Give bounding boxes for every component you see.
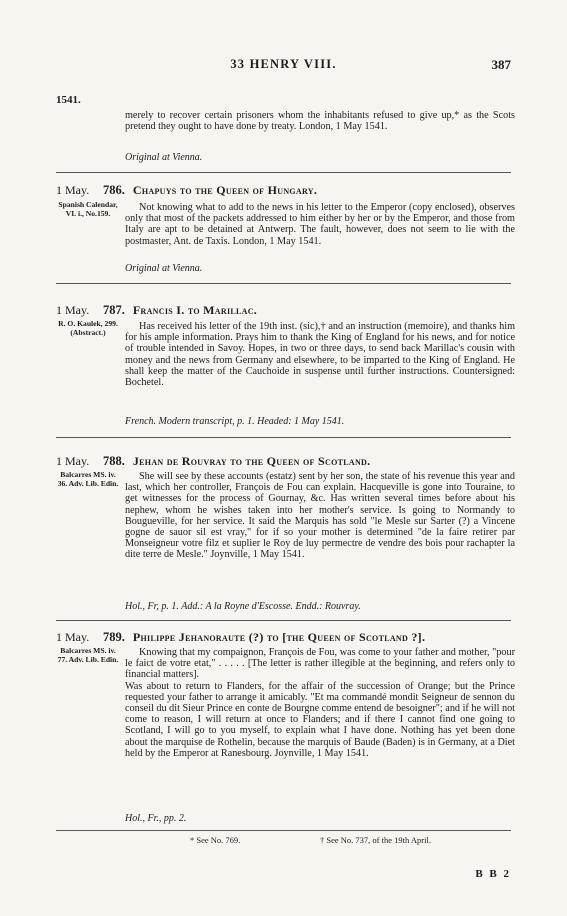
entry-title: Francis I. to Marillac. — [132, 303, 258, 317]
entry-note: French. Modern transcript, p. 1. Headed: 1 May 1541. — [125, 416, 345, 427]
entry-source: Balcarres MS. iv. 36. Adv. Lib. Edin. — [57, 470, 119, 488]
entry-note: Hol., Fr, p. 1. Add.: A la Royne d'Escosse. Endd.: Rouvray. — [125, 601, 361, 612]
entry-heading — [103, 454, 370, 469]
divider — [56, 283, 511, 284]
entry-source: Spanish Calendar, VI. i., No.159. — [58, 200, 118, 218]
entry-note: Original at Vienna. — [125, 263, 203, 274]
continuation-note: Original at Vienna. — [125, 152, 203, 163]
entry-date: 1 May. — [56, 454, 90, 468]
entry-title: Chapuys to the Queen of Hungary. — [132, 183, 318, 197]
footnote-1: * See No. 769. — [190, 835, 241, 845]
entry-body: She will see by these accounts (estatz) sent by her son, the state of his revenue this year and last, which her controller, François de Fou can explain. Hacqueville is gone into Touraine, to get witnesses for the process of Gournay, &c. Has written several times before about his nephew, whom he wishes taken into her mother's service. Is going to Normandy to Bougueville, for her service. It said the Marquis has sold "le Mesle sur Sarter (?) a Vincene gogne de sauor sil est vray," for if so your mother is determined "de la faire retirer par Monseigneur votre filz et suplier le Roy de luy permectre de vendre des bois pour rachapter la dite terre de Mesle." Joynville, 1 May 1541. — [125, 471, 515, 561]
entry-number: 786. — [103, 183, 125, 197]
entry-heading — [103, 183, 317, 198]
entry-source: Balcarres MS. iv. 77. Adv. Lib. Edin. — [57, 646, 119, 664]
signature-mark: B B 2 — [475, 868, 511, 880]
entry-body: Knowing that my compaignon, François de Fou, was come to your father and mother, "pour le faict de votre etat," . . . . . [The letter is rather illegible at the beginning, and refers only to financial matters]. Was about to return to Flanders, for the affair of the succession of Orange; but the Prince requested your father to arrange it amicably. "Et ma commandé mondit Seigneur de sennon du conseil du dit Sieur Prince en conte de Bourgne comme entend de besoigner"; and if he will not come to reason, I will return at once to Flanders; and if there I cannot find one going to Scotland, I will go to you myself, to explain what I have done. Nothing has yet been done about the marquise de Rothelin, because the marquis of Baude (Baden) is in Germany, at a Diet held by the Emperor at Ranesbourg. Joynville, 1 May 1541. — [125, 647, 515, 759]
entry-heading — [103, 630, 425, 645]
footnote-2: † See No. 737, of the 19th April. — [320, 835, 431, 845]
entry-body: Not knowing what to add to the news in his letter to the Emperor (copy enclosed), observes only that most of the packets addressed to him either by her or by the Emperor, and those from Italy are apt to be detained at Antwerp. The fault, however, does not seem to lie with the postmaster, Ant. de Taxis. London, 1 May 1541. — [125, 202, 515, 247]
divider — [56, 620, 511, 621]
entry-source: R. O. Kaulek, 299. (Abstract.) — [58, 319, 118, 337]
year-label: 1541. — [56, 94, 81, 106]
header-title: 33 HENRY VIII. — [230, 57, 337, 71]
entry-number: 788. — [103, 454, 125, 468]
entry-body: Has received his letter of the 19th inst. (sic),† and an instruction (memoire), and thanks him for his ample information. Prays him to thank the King of England for his news, and for notice of trouble intended in Savoy. Hopes, in two or three days, to send back Marillac's cousin with money and the news from Germany and elsewhere, to be imparted to the King of England. He shall keep the matter of the Cauchoide in suspense until further instructions. Countersigned: Bochetel. — [125, 321, 515, 389]
divider — [56, 172, 511, 173]
entry-title: Jehan de Rouvray to the Queen of Scotland. — [132, 454, 371, 468]
page-number: 387 — [491, 57, 511, 72]
divider — [56, 437, 511, 438]
entry-note: Hol., Fr., pp. 2. — [125, 813, 187, 824]
entry-title: Philippe Jehanoraute (?) to [the Queen of Scotland ?]. — [132, 630, 426, 644]
footnote-rule — [56, 830, 511, 831]
entry-date: 1 May. — [56, 183, 90, 197]
entry-number: 789. — [103, 630, 125, 644]
entry-heading — [103, 303, 257, 318]
continuation-text: merely to recover certain prisoners whom the inhabitants refused to give up,* as the Scots pretend they ought to have done by treaty. London, 1 May 1541. — [125, 110, 515, 133]
entry-date: 1 May. — [56, 630, 90, 644]
entry-number: 787. — [103, 303, 125, 317]
running-header — [0, 57, 567, 73]
entry-date: 1 May. — [56, 303, 90, 317]
